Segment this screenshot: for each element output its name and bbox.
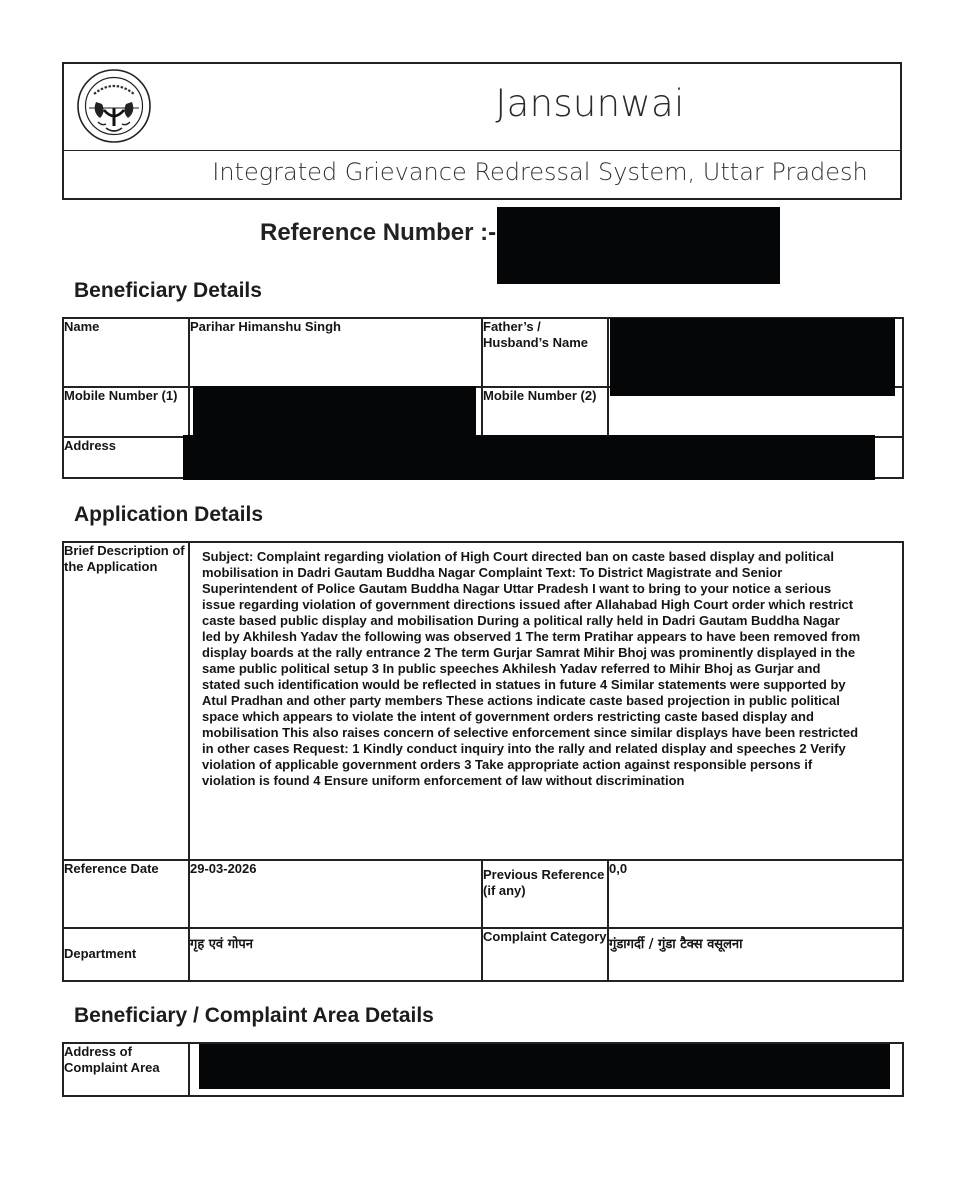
- application-table: [62, 541, 904, 982]
- address-label: Address: [63, 437, 189, 478]
- name-value: Parihar Himanshu Singh: [189, 318, 482, 387]
- previous-reference-label: Previous Reference (if any): [482, 860, 608, 928]
- brief-description-label: Brief Description of the Application: [63, 542, 189, 860]
- beneficiary-details-heading: Beneficiary Details: [74, 279, 262, 302]
- complaint-category-label: Complaint Category: [482, 928, 608, 981]
- complaint-area-heading: Beneficiary / Complaint Area Details: [74, 1004, 434, 1027]
- address-redaction: [183, 435, 875, 480]
- application-details-heading: Application Details: [74, 503, 264, 526]
- father-name-redaction: [610, 318, 895, 396]
- complaint-category-value: गुंडागर्दी / गुंडा टैक्स वसूलना: [608, 928, 903, 981]
- reference-number-redaction: [497, 207, 780, 284]
- mobile-number-2-label: Mobile Number (2): [482, 387, 608, 437]
- uttar-pradesh-emblem: [76, 68, 152, 144]
- complaint-area-address-redaction: [199, 1044, 890, 1089]
- header-divider: [62, 150, 902, 151]
- reference-date-value: 29-03-2026: [189, 860, 482, 928]
- mobile-number-1-label: Mobile Number (1): [63, 387, 189, 437]
- department-label: Department: [63, 928, 189, 981]
- complaint-area-address-label: Address of Complaint Area: [63, 1043, 189, 1096]
- department-value: गृह एवं गोपन: [189, 928, 482, 981]
- father-husband-name-label: Father’s / Husband’s Name: [482, 318, 608, 387]
- reference-date-label: Reference Date: [63, 860, 189, 928]
- previous-reference-value: 0,0: [608, 860, 903, 928]
- site-subtitle: Integrated Grievance Redressal System, Uttar Pradesh: [212, 158, 868, 186]
- reference-number-label: Reference Number :-: [260, 219, 497, 246]
- mobile-number-1-redaction: [193, 386, 476, 436]
- name-label: Name: [63, 318, 189, 387]
- brief-description-text: Subject: Complaint regarding violation of High Court directed ban on caste based display and political mobilisation in Dadri Gautam Buddha Nagar Complaint Text: To District Magistrate and Senior Superintendent of Police Gautam Buddha Nagar Uttar Pradesh I want to bring to your notice a serious issue regarding violation of government directions issued after Allahabad High Court order which restrict caste based public display and mobilisation During a political rally held in Dadri Gautam Buddha Nagar led by Akhilesh Yadav the following was observed 1 The term Pratihar appears to have been removed from display boards at the rally entrance 2 The term Gurjar Samrat Mihir Bhoj was prominently displayed in the same public political setup 3 In public speeches Akhilesh Yadav referred to Mihir Bhoj as Gurjar and stated such identification would be reflected in statues in future 4 Similar statements were supported by Atul Pradhan and other party members These actions indicate caste based projection in public political space which appears to violate the intent of government orders restricting caste based display and mobilisation This also raises concern of selective enforcement since similar displays have been restricted in other cases Request: 1 Kindly conduct inquiry into the rally and related display and speeches 2 Verify violation of applicable government orders 3 Take appropriate action against responsible persons if violation is found 4 Ensure uniform enforcement of law without discrimination: [189, 542, 903, 860]
- site-title: Jansunwai: [495, 82, 685, 125]
